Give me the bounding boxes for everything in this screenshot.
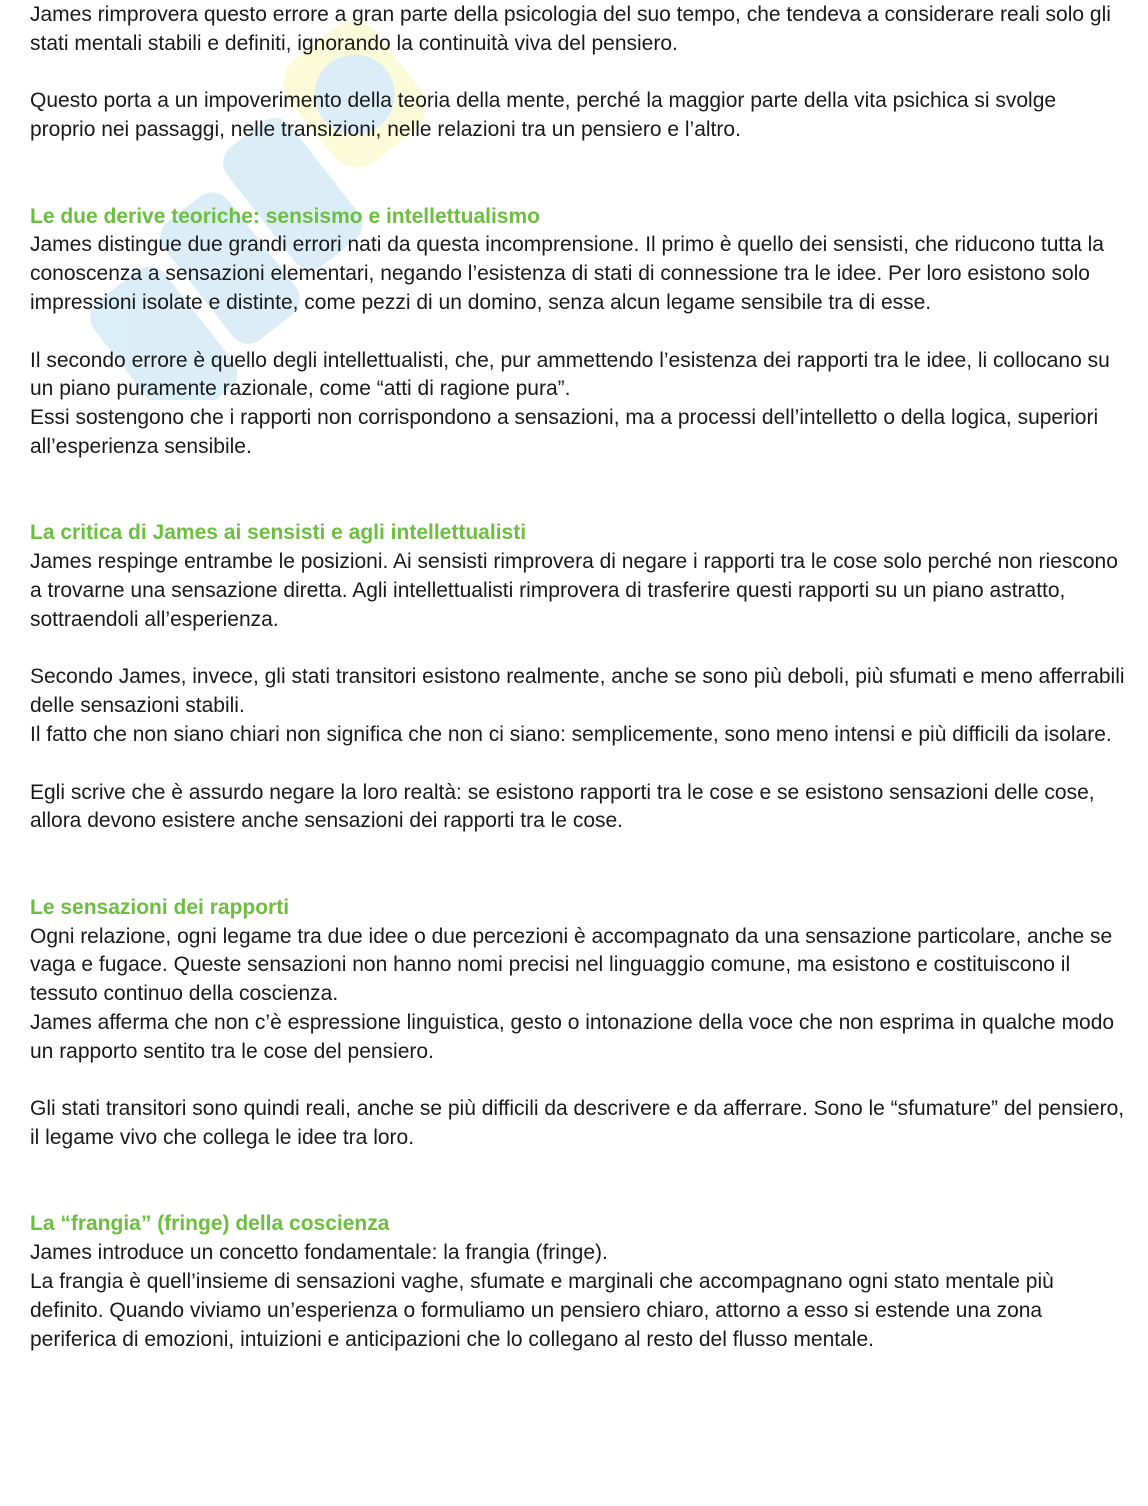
section4-paragraph-2: La frangia è quell’insieme di sensazioni vaghe, sfumate e marginali che accompagnano ogni stato mentale più definito. Quando viviamo un’esperienza o formuliamo un pensiero chiaro, attorno a esso si estende una zona periferica di emozioni, intuizioni e anticipazioni che lo collegano al resto del flusso mentale.: [30, 1270, 1054, 1351]
section2-paragraph-1: James respinge entrambe le posizioni. Ai sensisti rimprovera di negare i rapporti tra le cose solo perché non riescono a trovarne una sensazione diretta. Agli intellettualisti rimprovera di trasferire questi rapporti su un piano astratto, sottraendoli all’esperienza.: [30, 550, 1118, 631]
section-spacer: [30, 174, 1125, 203]
section-spacer: [30, 865, 1125, 894]
section3-paragraph-1: Ogni relazione, ogni legame tra due idee o due percezioni è accompagnato da una sensazione particolare, anche se vaga e fugace. Queste sensazioni non hanno nomi precisi nel linguaggio comune, ma esistono e costituiscono il tessuto continuo della coscienza.: [30, 924, 1113, 1006]
section-heading-sensazioni: Le sensazioni dei rapporti: [30, 895, 290, 919]
intro-paragraph-1: James rimprovera questo errore a gran parte della psicologia del suo tempo, che tendeva a considerare reali solo gli stati mentali stabili e definiti, ignorando la continuità viva del pensiero.: [30, 3, 1111, 55]
section1-paragraph-1: James distingue due grandi errori nati da questa incomprensione. Il primo è quello dei sensisti, che riducono tutta la conoscenza a sensazioni elementari, negando l’esistenza di stati di connessione tra le idee. Per loro esistono solo impressioni isolate e distinte, come pezzi di un domino, senza alcun legame sensibile tra di esse.: [30, 233, 1104, 314]
section1-paragraph-2: Il secondo errore è quello degli intellettualisti, che, pur ammettendo l’esistenza dei rapporti tra le idee, li collocano su un piano puramente razionale, come “atti di ragione pura”.: [30, 348, 1110, 401]
section-spacer: [30, 491, 1125, 520]
section-heading-frangia: La “frangia” (fringe) della coscienza: [30, 1212, 390, 1236]
document-page: [30, 1, 1125, 1354]
section3-paragraph-2: James afferma che non c’è espressione linguistica, gesto o intonazione della voce che non esprima in qualche modo un rapporto sentito tra le cose del pensiero.: [30, 1010, 1115, 1063]
section-heading-derive: Le due derive teoriche: sensismo e intellettualismo: [30, 204, 540, 228]
section-spacer: [30, 1182, 1125, 1211]
section2-paragraph-2: Secondo James, invece, gli stati transitori esistono realmente, anche se sono più deboli, più sfumati e meno afferrabili delle sensazioni stabili.: [30, 665, 1125, 718]
intro-paragraph-2: Questo porta a un impoverimento della teoria della mente, perché la maggior parte della vita psichica si svolge proprio nei passaggi, nelle transizioni, nelle relazioni tra un pensiero e l’altro.: [30, 89, 1057, 142]
section2-paragraph-4: Egli scrive che è assurdo negare la loro realtà: se esistono rapporti tra le cose e se esistono sensazioni delle cose, allora devono esistere anche sensazioni dei rapporti tra le cose.: [30, 780, 1095, 833]
section3-paragraph-3: Gli stati transitori sono quindi reali, anche se più difficili da descrivere e da afferrare. Sono le “sfumature” del pensiero, il legame vivo che collega le idee tra loro.: [30, 1097, 1125, 1150]
section2-paragraph-3: Il fatto che non siano chiari non significa che non ci siano: semplicemente, sono meno intensi e più difficili da isolare.: [30, 722, 1112, 746]
section4-paragraph-1: James introduce un concetto fondamentale: la frangia (fringe).: [30, 1241, 608, 1265]
section-heading-critica: La critica di James ai sensisti e agli intellettualisti: [30, 521, 527, 545]
section1-paragraph-3: Essi sostengono che i rapporti non corrispondono a sensazioni, ma a processi dell’intelletto o della logica, superiori all’esperienza sensibile.: [30, 406, 1099, 458]
